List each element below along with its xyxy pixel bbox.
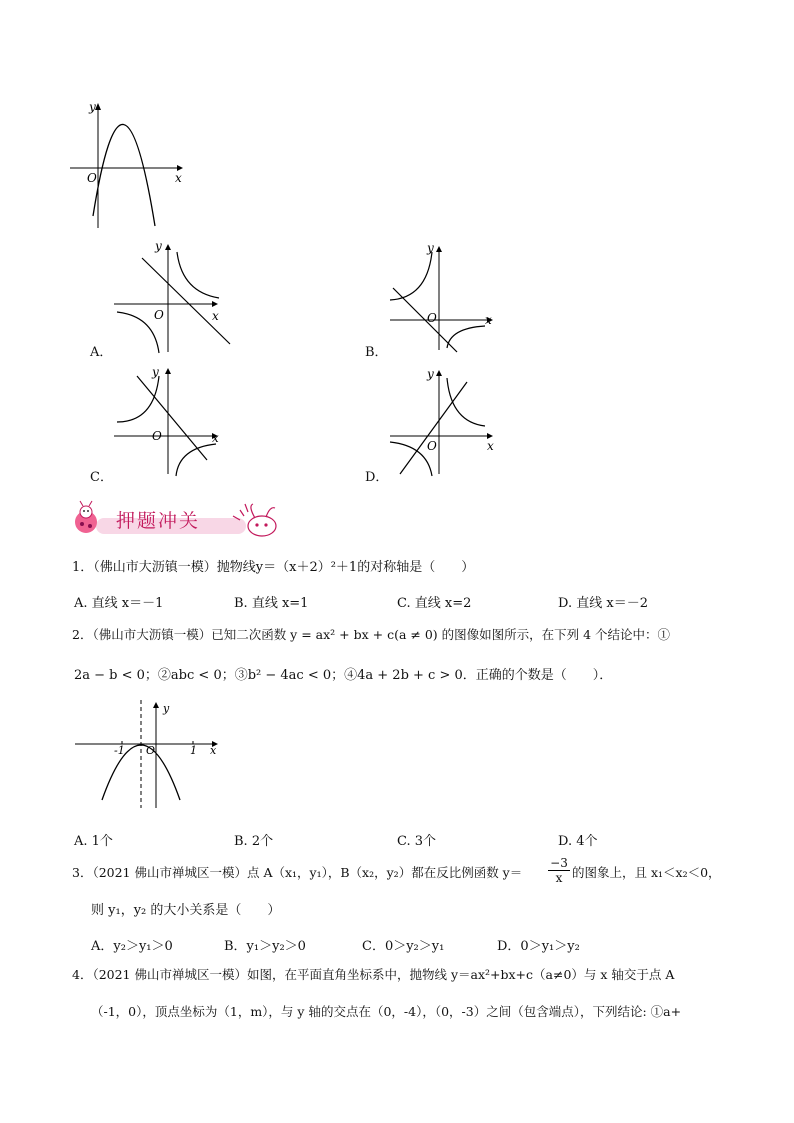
q1-stem: 1．（佛山市大沥镇一模）抛物线y＝（x＋2）²＋1的对称轴是（ ） (72, 560, 475, 575)
y-label: y (152, 365, 159, 379)
origin-label: O (152, 429, 162, 443)
top-parabola-graph (65, 98, 190, 233)
line-graph (137, 376, 207, 460)
origin-label: O (427, 439, 437, 453)
option-a-label: A． (90, 345, 113, 360)
option-c-graph (112, 364, 237, 479)
x-label: x (210, 744, 217, 757)
y-label: y (427, 367, 434, 381)
option-a-graph (112, 240, 237, 355)
q3-stem-line1-b: 的图象上，且 x₁＜x₂＜0， (572, 865, 721, 880)
q2-stem-line1: 2．（佛山市大沥镇一模）已知二次函数 y = ax² + bx + c(a ≠ 0) 的图像如图所示，在下列 4 个结论中：① (72, 627, 671, 642)
x-label: x (485, 313, 492, 327)
q1-option-d: D. 直线 x＝－2 (558, 596, 648, 611)
q3-option-c: C．0＞y₂＞y₁ (362, 939, 445, 954)
y-label: y (427, 241, 434, 255)
y-arrow-icon (165, 244, 171, 250)
q2-option-a: A. 1个 (74, 834, 113, 849)
line-graph (400, 382, 467, 474)
hyperbola-branch-2 (176, 444, 216, 476)
option-d-graph (385, 364, 510, 479)
x-label: x (175, 171, 182, 185)
q3-fraction (548, 856, 570, 885)
section-banner (70, 498, 285, 542)
origin-label: O (146, 744, 156, 757)
q2-option-b: B. 2个 (234, 834, 274, 849)
tick-1-label: 1 (190, 744, 197, 757)
q3-stem-line1-a: 3．（2021 佛山市禅城区一模）点 A（x₁，y₁），B（x₂，y₂）都在反比例函数 y＝ (72, 865, 523, 880)
q1-option-c: C. 直线 x=2 (397, 596, 472, 611)
option-d-label: D． (365, 470, 389, 485)
q3-fraction-denominator: x (555, 871, 563, 885)
option-b-graph (385, 240, 510, 355)
hyperbola-branch-1 (177, 252, 219, 298)
q2-option-c: C. 3个 (397, 834, 437, 849)
y-label: y (89, 100, 96, 114)
q4-stem-line1: 4．（2021 佛山市禅城区一模）如图，在平面直角坐标系中，抛物线 y＝ax²+bx+c（a≠0）与 x 轴交于点 A (72, 967, 675, 982)
option-c-label: C． (90, 470, 113, 485)
y-arrow-icon (436, 246, 442, 252)
y-arrow-icon (153, 702, 159, 708)
q3-option-d: D．0＞y₁＞y₂ (497, 939, 580, 954)
line-graph (142, 258, 230, 344)
hyperbola-branch-2 (447, 326, 485, 348)
hyperbola-branch-1 (117, 376, 159, 422)
q2-option-d: D. 4个 (558, 834, 598, 849)
y-arrow-icon (436, 370, 442, 376)
q3-fraction-numerator: −3 (548, 856, 570, 871)
banner-title: 押题冲关 (116, 510, 201, 532)
hyperbola-branch-1 (390, 252, 432, 300)
q4-stem-line2: （-1，0），顶点坐标为（1，m），与 y 轴的交点在（0，-4），（0，-3）之间（包含端点），下列结论: ①a+ (91, 1004, 682, 1019)
origin-label: O (427, 311, 437, 325)
x-label: x (487, 439, 494, 453)
q1-option-a: A. 直线 x＝－1 (74, 596, 164, 611)
x-arrow-icon (212, 301, 218, 307)
origin-label: O (154, 308, 164, 322)
q2-stem-line2: 2a − b < 0；②abc < 0；③b² − 4ac < 0；④4a + 2b + c > 0．正确的个数是（ ）． (74, 668, 613, 683)
q3-stem-line2: 则 y₁，y₂ 的大小关系是（ ） (91, 903, 281, 918)
q1-option-b: B. 直线 x=1 (234, 596, 309, 611)
x-label: x (212, 309, 219, 323)
y-label: y (163, 702, 170, 715)
parabola-curve (93, 124, 155, 226)
y-arrow-icon (165, 368, 171, 374)
x-label: x (212, 431, 219, 445)
option-b-label: B． (365, 345, 388, 360)
y-arrow-icon (95, 103, 101, 110)
y-label: y (155, 240, 162, 253)
hyperbola-branch-2 (117, 312, 159, 353)
tick-neg1-label: -1 (114, 744, 125, 757)
q2-parabola-graph (72, 700, 232, 810)
origin-label: O (87, 171, 97, 185)
q3-option-b: B．y₁＞y₂＞0 (224, 939, 306, 954)
q3-option-a: A．y₂＞y₁＞0 (91, 939, 173, 954)
